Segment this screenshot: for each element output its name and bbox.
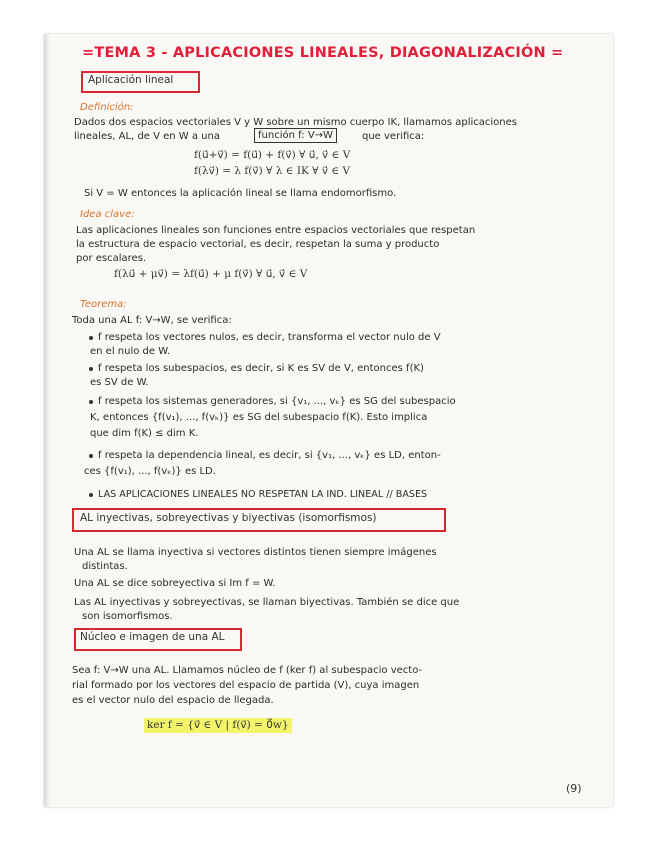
bullet-dot: [89, 400, 93, 404]
kernel-line-3: es el vector nulo del espacio de llegada.: [72, 695, 274, 706]
theorem-item-3-line-2: K, entonces {f(v₁), ..., f(vₖ)} es SG del subespacio f(K). Esto implica: [90, 412, 428, 423]
key-idea-label: Idea clave:: [80, 209, 135, 220]
injective-line-2: distintas.: [82, 561, 128, 572]
bullet-dot: [89, 336, 93, 340]
formula-homogeneity: f(λv⃗) = λ f(v⃗) ∀ λ ∈ IK ∀ v⃗ ∈ V: [194, 165, 351, 177]
notebook-page: [44, 34, 613, 807]
theorem-item-1-line-1: f respeta los vectores nulos, es decir, transforma el vector nulo de V: [98, 332, 441, 343]
theorem-item-3-line-1: f respeta los sistemas generadores, si {v₁, ..., vₖ} es SG del subespacio: [98, 396, 456, 407]
key-idea-line-1: Las aplicaciones lineales son funciones entre espacios vectoriales que respetan: [76, 225, 476, 236]
page-number: (9): [566, 782, 582, 795]
bullet-dot: [89, 493, 93, 497]
theorem-item-1-line-2: en el nulo de W.: [90, 346, 171, 357]
section-heading-kernel: Núcleo e imagen de una AL: [80, 631, 225, 643]
formula-additivity: f(u⃗+v⃗) = f(u⃗) + f(v⃗) ∀ u⃗, v⃗ ∈ V: [194, 149, 351, 161]
endomorphism-note: Si V = W entonces la aplicación lineal se llama endomorfismo.: [84, 188, 397, 199]
bullet-dot: [89, 367, 93, 371]
definition-label: Definición:: [80, 102, 134, 113]
page-title: =TEMA 3 - APLICACIONES LINEALES, DIAGONALIZACIÓN =: [82, 45, 564, 61]
injective-line-1: Una AL se llama inyectiva si vectores distintos tienen siempre imágenes: [74, 547, 437, 558]
key-idea-formula: f(λu⃗ + μv⃗) = λf(u⃗) + μ f(v⃗) ∀ u⃗, v⃗ ∈ V: [114, 268, 308, 280]
page-edge-shadow: [44, 34, 50, 807]
key-idea-line-2: la estructura de espacio vectorial, es decir, respetan la suma y producto: [76, 239, 440, 250]
section-heading-injective: AL inyectivas, sobreyectivas y biyectivas (isomorfismos): [80, 512, 377, 524]
theorem-item-4-line-1: f respeta la dependencia lineal, es decir, si {v₁, ..., vₖ} es LD, enton-: [98, 450, 441, 461]
function-box: función f: V→W: [254, 128, 337, 143]
kernel-line-2: rial formado por los vectores del espacio de partida (V), cuya imagen: [72, 680, 420, 691]
definition-line-2a: lineales, AL, de V en W a una: [74, 131, 220, 142]
theorem-intro: Toda una AL f: V→W, se verifica:: [72, 315, 232, 326]
surjective-line: Una AL se dice sobreyectiva si Im f = W.: [74, 578, 276, 589]
key-idea-line-3: por escalares.: [76, 253, 147, 264]
definition-line-2b: que verifica:: [362, 131, 425, 142]
section-heading-aplicacion-lineal: Aplicación lineal: [88, 74, 174, 86]
bijective-line-1: Las AL inyectivas y sobreyectivas, se llaman biyectivas. También se dice que: [74, 597, 460, 608]
kernel-formula: ker f = {v⃗ ∈ V | f(v⃗) = 0⃗w}: [144, 718, 292, 733]
theorem-item-2-line-2: es SV de W.: [90, 377, 149, 388]
kernel-line-1: Sea f: V→W una AL. Llamamos núcleo de f (ker f) al subespacio vecto-: [72, 665, 423, 676]
bullet-dot: [89, 454, 93, 458]
theorem-item-3-line-3: que dim f(K) ≤ dim K.: [90, 428, 199, 439]
theorem-label: Teorema:: [80, 299, 127, 310]
theorem-item-2-line-1: f respeta los subespacios, es decir, si K es SV de V, entonces f(K): [98, 363, 424, 374]
theorem-item-5: LAS APLICACIONES LINEALES NO RESPETAN LA IND. LINEAL // BASES: [98, 489, 428, 500]
definition-line-1: Dados dos espacios vectoriales V y W sobre un mismo cuerpo IK, llamamos aplicaciones: [74, 117, 517, 128]
theorem-item-4-line-2: ces {f(v₁), ..., f(vₖ)} es LD.: [84, 466, 216, 477]
bijective-line-2: son isomorfismos.: [82, 611, 173, 622]
